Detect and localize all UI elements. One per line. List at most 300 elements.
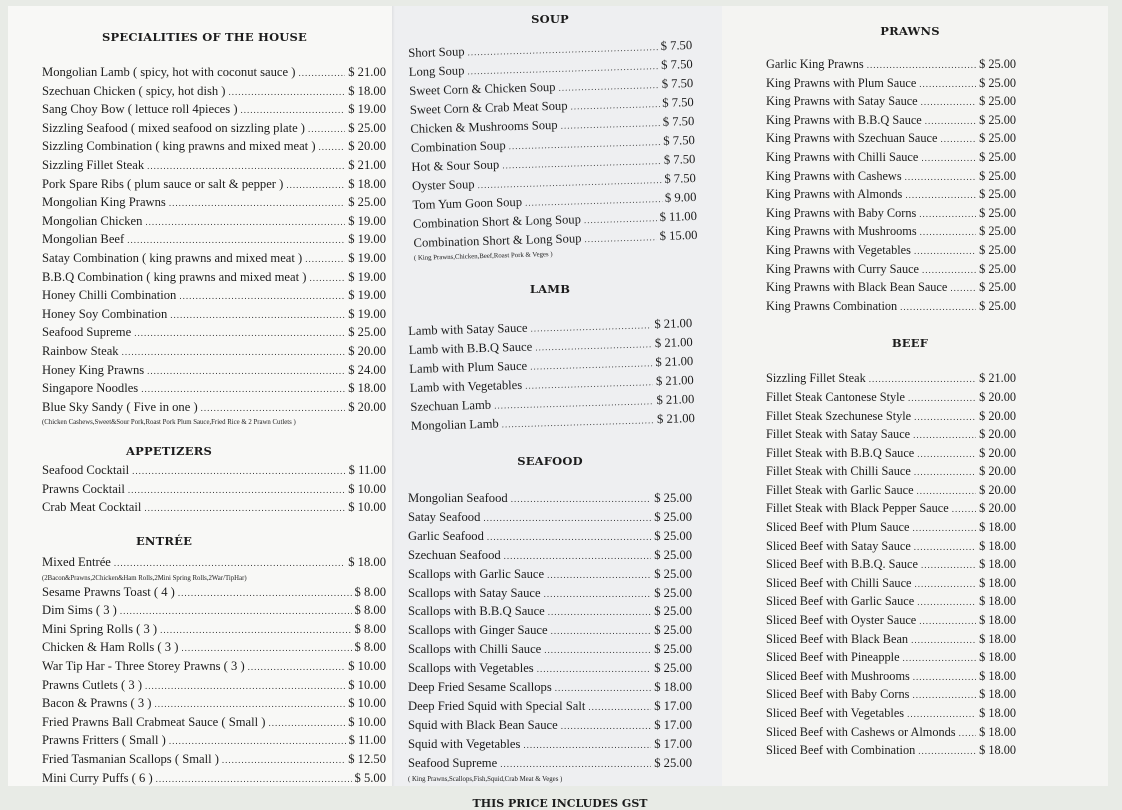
dot-leader: [147, 363, 345, 381]
item-price: $ 7.50: [663, 152, 696, 167]
dot-leader: [132, 463, 346, 481]
dot-leader: [905, 187, 976, 205]
item-name: Mongolian Chicken: [42, 213, 143, 228]
item-name: Lamb with Vegetables: [409, 377, 523, 395]
item-name: Scallops with B.B.Q Sauce: [408, 604, 545, 619]
beef-menu-item: [766, 519, 1016, 538]
prawns-menu-item: [766, 130, 1016, 149]
dot-leader: [169, 195, 345, 213]
dot-leader: [917, 483, 977, 501]
item-name: Lamb with Satay Sauce: [408, 320, 528, 338]
item-name: Sizzling Fillet Steak: [42, 157, 145, 172]
dot-leader: [914, 243, 976, 261]
section-title-prawns: PRAWNS: [880, 24, 940, 38]
item-name: King Prawns with Baby Corns: [766, 205, 917, 220]
dot-leader: [914, 539, 976, 557]
specialities-menu-item: [42, 324, 386, 343]
item-price: $ 18.00: [979, 743, 1016, 758]
item-name: Tom Yum Goon Soup: [412, 194, 523, 212]
beef-menu-item: [766, 370, 1016, 389]
dot-leader: [911, 632, 976, 650]
item-name: Mongolian Lamb: [410, 416, 499, 433]
dot-leader: [147, 158, 345, 176]
item-name: Seafood Supreme: [408, 755, 498, 770]
item-price: $ 17.00: [654, 736, 692, 751]
dot-leader: [269, 715, 346, 733]
dot-leader: [178, 585, 352, 603]
specialities-menu-item: [42, 120, 386, 139]
dot-leader: [523, 737, 651, 755]
section-title-soup: SOUP: [531, 12, 569, 26]
specialities-menu-item: [42, 83, 386, 102]
dot-leader: [950, 280, 976, 298]
item-price: $ 17.00: [654, 698, 692, 713]
seafood-menu-item: [408, 528, 692, 547]
item-price: $ 25.00: [979, 205, 1016, 220]
item-price: $ 25.00: [654, 623, 692, 638]
item-name: King Prawns with Mushrooms: [766, 224, 917, 239]
soup-block: [408, 36, 698, 264]
prawns-menu-item: [766, 93, 1016, 112]
dot-leader: [867, 57, 976, 75]
item-price: $ 20.00: [348, 139, 386, 154]
specialities-menu-item: [42, 269, 386, 288]
item-price: $ 20.00: [979, 501, 1016, 516]
menu-panel-right: [722, 6, 1108, 786]
item-price: $ 8.00: [354, 640, 386, 655]
item-price: $ 19.00: [348, 306, 386, 321]
dot-leader: [913, 669, 976, 687]
item-price: $ 21.00: [656, 411, 695, 427]
item-name: King Prawns with Curry Sauce: [766, 261, 920, 276]
item-name: Squid with Black Bean Sauce: [408, 717, 558, 732]
item-name: Sliced Beef with Mushrooms: [766, 668, 910, 683]
item-price: $ 11.00: [348, 463, 386, 478]
item-name: Honey Chilli Combination: [42, 288, 177, 303]
item-name: Crab Meat Cocktail: [42, 500, 142, 515]
item-name: Dim Sims ( 3 ): [42, 603, 117, 618]
specialities-menu-item: [42, 213, 386, 232]
item-price: $ 25.00: [654, 491, 692, 505]
beef-menu-item: [766, 668, 1016, 687]
item-name: Seafood Cocktail: [42, 463, 130, 478]
item-name: Sliced Beef with Pineapple: [766, 650, 900, 665]
item-price: $ 7.50: [662, 114, 695, 129]
entree-menu-item: [42, 658, 386, 677]
item-price: $ 7.50: [661, 57, 693, 72]
item-price: $ 25.00: [654, 661, 692, 676]
dot-leader: [114, 555, 345, 573]
item-name: Mongolian Seafood: [408, 491, 508, 505]
entree-menu-item: [42, 714, 386, 733]
item-price: $ 25.00: [979, 131, 1016, 146]
entree-menu-item: [42, 621, 386, 640]
item-name: King Prawns with Satay Sauce: [766, 94, 918, 109]
specialities-menu-item: [42, 287, 386, 306]
item-price: $ 7.50: [664, 171, 697, 186]
dot-leader: [544, 586, 652, 604]
item-name: Oyster Soup: [411, 177, 475, 193]
dot-leader: [912, 520, 976, 538]
prawns-menu-item: [766, 75, 1016, 94]
dot-leader: [141, 381, 345, 399]
entree-note: (2Bacon&Prawns,2Chicken&Ham Rolls,2Mini Spring Rolls,2War/TipHar): [42, 574, 247, 582]
item-price: $ 21.00: [979, 371, 1016, 386]
dot-leader: [319, 139, 346, 157]
beef-menu-item: [766, 482, 1016, 501]
section-title-seafood: SEAFOOD: [517, 454, 583, 468]
item-name: Sweet Corn & Crab Meat Soup: [409, 98, 568, 117]
item-price: $ 15.00: [659, 227, 698, 244]
item-price: $ 17.00: [654, 717, 692, 732]
item-price: $ 20.00: [979, 482, 1016, 497]
item-price: $ 18.00: [979, 538, 1016, 553]
item-name: Fillet Steak with Black Pepper Sauce: [766, 501, 949, 516]
entree-menu-item: [42, 751, 386, 770]
seafood-block: [408, 490, 692, 785]
section-title-lamb: LAMB: [529, 282, 571, 296]
item-price: $ 25.00: [979, 187, 1016, 202]
item-price: $ 25.00: [979, 94, 1016, 109]
dot-leader: [156, 771, 352, 789]
item-price: $ 25.00: [654, 566, 692, 581]
item-name: Garlic King Prawns: [766, 57, 864, 71]
item-price: $ 25.00: [654, 642, 692, 657]
specialities-menu-item: [42, 194, 386, 213]
item-name: Mini Spring Rolls ( 3 ): [42, 621, 158, 636]
item-name: Combination Short & Long Soup: [413, 231, 582, 250]
dot-leader: [920, 224, 976, 242]
item-name: Chicken & Mushrooms Soup: [410, 117, 558, 136]
beef-list: [766, 370, 1054, 760]
dot-leader: [907, 706, 976, 724]
item-name: Sliced Beef with Combination: [766, 743, 916, 758]
beef-menu-item: [766, 575, 1016, 594]
item-name: Sesame Prawns Toast ( 4 ): [42, 584, 175, 599]
item-price: $ 21.00: [654, 335, 693, 351]
item-price: $ 21.00: [656, 392, 695, 408]
item-price: $ 9.00: [664, 190, 697, 205]
item-price: $ 20.00: [348, 399, 386, 414]
item-price: $ 18.00: [348, 555, 386, 570]
specialities-menu-item: [42, 101, 386, 120]
seafood-menu-item: [408, 660, 692, 679]
seafood-menu-item: [408, 755, 692, 774]
item-price: $ 20.00: [979, 408, 1016, 423]
item-price: $ 10.00: [348, 696, 386, 711]
dot-leader: [903, 650, 977, 668]
entree-menu-item: [42, 639, 386, 658]
specialities-menu-item: [42, 231, 386, 250]
item-name: Sliced Beef with Black Bean: [766, 631, 909, 646]
item-price: $ 25.00: [979, 280, 1016, 295]
dot-leader: [248, 659, 346, 677]
item-name: Sizzling Combination ( king prawns and mixed meat ): [42, 139, 316, 154]
item-name: Sliced Beef with Plum Sauce: [766, 520, 910, 535]
item-price: $ 11.00: [348, 733, 386, 748]
entree-menu-item: [42, 602, 386, 621]
dot-leader: [914, 464, 976, 482]
beef-menu-item: [766, 500, 1016, 519]
item-name: Prawns Cocktail: [42, 481, 125, 496]
dot-leader: [925, 113, 976, 131]
dot-leader: [584, 228, 657, 248]
dot-leader: [917, 594, 976, 612]
item-price: $ 18.00: [654, 680, 692, 695]
item-price: $ 18.00: [979, 650, 1016, 665]
dot-leader: [298, 65, 345, 83]
prawns-menu-item: [766, 261, 1016, 280]
seafood-menu-item: [408, 641, 692, 660]
item-price: $ 25.00: [979, 242, 1016, 257]
dot-leader: [921, 557, 976, 575]
seafood-menu-item: [408, 679, 692, 698]
dot-leader: [537, 661, 652, 679]
section-title-beef: BEEF: [891, 336, 929, 351]
item-name: Combination Soup: [410, 138, 506, 155]
item-price: $ 19.00: [348, 250, 386, 265]
item-price: $ 19.00: [348, 288, 386, 303]
dot-leader: [551, 623, 652, 641]
item-name: Satay Seafood: [408, 509, 481, 524]
dot-leader: [922, 262, 976, 280]
item-name: Sliced Beef with Oyster Sauce: [766, 613, 917, 628]
item-price: $ 25.00: [654, 755, 692, 770]
item-price: $ 21.00: [348, 157, 386, 172]
dot-leader: [561, 718, 652, 736]
dot-leader: [145, 214, 345, 232]
prawns-menu-item: [766, 168, 1016, 187]
item-price: $ 18.00: [979, 557, 1016, 572]
item-name: Sliced Beef with Chilli Sauce: [766, 575, 912, 590]
dot-leader: [940, 131, 976, 149]
item-name: Short Soup: [408, 44, 465, 60]
dot-leader: [921, 94, 976, 112]
item-name: Sliced Beef with Baby Corns: [766, 687, 910, 702]
dot-leader: [918, 743, 976, 761]
seafood-list: [408, 490, 692, 774]
item-price: $ 25.00: [348, 120, 386, 135]
prawns-menu-item: [766, 279, 1016, 298]
item-price: $ 25.00: [979, 261, 1016, 276]
seafood-menu-item: [408, 585, 692, 604]
item-name: Pork Spare Ribs ( plum sauce or salt & pepper ): [42, 176, 284, 191]
item-price: $ 25.00: [654, 604, 692, 619]
item-price: $ 10.00: [348, 677, 386, 692]
item-price: $ 18.00: [979, 575, 1016, 590]
item-price: $ 25.00: [979, 112, 1016, 127]
item-name: Sizzling Seafood ( mixed seafood on sizzling plate ): [42, 120, 305, 135]
appetizers-menu-item: [42, 481, 386, 500]
item-name: Scallops with Ginger Sauce: [408, 623, 548, 638]
dot-leader: [915, 576, 977, 594]
item-name: Mongolian King Prawns: [42, 195, 166, 210]
item-name: Fillet Steak with B.B.Q Sauce: [766, 445, 915, 460]
item-price: $ 7.50: [662, 95, 694, 110]
section-title-appetizers: APPETIZERS: [126, 444, 212, 459]
seafood-menu-item: [408, 736, 692, 755]
item-name: Szechuan Seafood: [408, 547, 501, 562]
dot-leader: [908, 390, 976, 408]
item-price: $ 25.00: [979, 149, 1016, 164]
item-name: Lamb with Plum Sauce: [409, 358, 528, 376]
entree-menu-item: [42, 732, 386, 751]
item-price: $ 20.00: [979, 389, 1016, 404]
dot-leader: [144, 500, 345, 518]
dot-leader: [917, 446, 976, 464]
item-price: $ 20.00: [979, 445, 1016, 460]
item-name: Squid with Vegetables: [408, 736, 521, 751]
specialities-menu-item: [42, 176, 386, 195]
menu-panel-left: [8, 6, 392, 786]
prawns-menu-item: [766, 223, 1016, 242]
beef-menu-item: [766, 426, 1016, 445]
dot-leader: [145, 678, 345, 696]
item-name: Scallops with Satay Sauce: [408, 585, 541, 600]
item-price: $ 21.00: [655, 373, 694, 389]
item-name: Deep Fried Sesame Scallops: [408, 680, 552, 695]
item-name: Sliced Beef with Satay Sauce: [766, 538, 911, 553]
entree-menu-item: [42, 677, 386, 696]
dot-leader: [919, 613, 976, 631]
prawns-menu-item: [766, 242, 1016, 261]
item-name: Sliced Beef with Vegetables: [766, 706, 905, 720]
item-price: $ 21.00: [655, 354, 694, 370]
dot-leader: [122, 344, 346, 362]
item-name: King Prawns with Vegetables: [766, 242, 911, 257]
beef-menu-item: [766, 724, 1016, 743]
dot-leader: [959, 725, 977, 743]
beef-menu-item: [766, 705, 1016, 724]
prawns-menu-item: [766, 186, 1016, 205]
prawns-menu-item: [766, 298, 1016, 317]
item-name: Prawns Fritters ( Small ): [42, 733, 166, 748]
item-name: Fillet Steak with Satay Sauce: [766, 427, 911, 442]
entree-menu-item: [42, 770, 386, 789]
item-name: Sliced Beef with B.B.Q. Sauce: [766, 557, 918, 572]
dot-leader: [919, 76, 976, 94]
soup-note: ( King Prawns,Chicken,Beef,Roast Pork & Veges ): [413, 251, 553, 262]
dot-leader: [500, 756, 651, 774]
seafood-menu-item: [408, 566, 692, 585]
item-name: Garlic Seafood: [408, 528, 484, 543]
item-name: Fillet Steak with Chilli Sauce: [766, 464, 911, 479]
item-price: $ 8.00: [354, 621, 386, 636]
dot-leader: [181, 640, 351, 658]
dot-leader: [179, 288, 345, 306]
item-price: $ 18.00: [979, 631, 1016, 646]
dot-leader: [919, 206, 976, 224]
section-title-specialities: SPECIALITIES OF THE HOUSE: [102, 30, 308, 44]
item-price: $ 7.50: [660, 38, 693, 53]
seafood-menu-item: [408, 698, 692, 717]
item-name: King Prawns with Plum Sauce: [766, 75, 917, 90]
dot-leader: [134, 325, 345, 343]
item-name: Chicken & Ham Rolls ( 3 ): [42, 640, 179, 655]
dot-leader: [588, 699, 651, 717]
dot-leader: [584, 209, 657, 229]
gst-notice: THIS PRICE INCLUDES GST: [472, 796, 648, 810]
dot-leader: [913, 427, 976, 445]
item-name: Szechuan Chicken ( spicy, hot dish ): [42, 83, 226, 98]
item-name: King Prawns with Almonds: [766, 187, 903, 202]
item-name: Blue Sky Sandy ( Five in one ): [42, 399, 198, 414]
item-price: $ 8.00: [354, 603, 386, 618]
dot-leader: [201, 400, 346, 418]
item-price: $ 18.00: [979, 668, 1016, 683]
dot-leader: [511, 491, 652, 509]
item-name: Mini Curry Puffs ( 6 ): [42, 770, 153, 785]
prawns-menu-item: [766, 205, 1016, 224]
item-price: $ 25.00: [979, 57, 1016, 71]
item-name: King Prawns with B.B.Q Sauce: [766, 112, 922, 127]
item-price: $ 19.00: [348, 232, 386, 247]
seafood-menu-item: [408, 622, 692, 641]
seafood-menu-item: [408, 547, 692, 566]
item-price: $ 10.00: [348, 659, 386, 674]
item-name: Prawns Cutlets ( 3 ): [42, 677, 143, 692]
fold-shadow: [392, 6, 395, 786]
item-price: $ 25.00: [348, 195, 386, 210]
item-price: $ 20.00: [979, 427, 1016, 442]
dot-leader: [952, 501, 976, 519]
entree-menu-item: [42, 554, 386, 573]
item-price: $ 10.00: [348, 481, 386, 496]
specialities-menu-item: [42, 399, 386, 418]
item-name: Scallops with Chilli Sauce: [408, 642, 542, 657]
item-name: Seafood Supreme: [42, 325, 132, 340]
appetizers-list: [42, 462, 386, 518]
item-price: $ 5.00: [354, 770, 386, 785]
appetizers-menu-item: [42, 499, 386, 518]
item-name: Fillet Steak with Garlic Sauce: [766, 482, 914, 497]
dot-leader: [558, 76, 659, 97]
dot-leader: [921, 150, 976, 168]
item-name: Fried Prawns Ball Crabmeat Sauce ( Small ): [42, 714, 266, 729]
item-price: $ 18.00: [348, 381, 386, 396]
dot-leader: [914, 409, 976, 427]
prawns-menu-item: [766, 112, 1016, 131]
specialities-menu-item: [42, 157, 386, 176]
dot-leader: [560, 114, 660, 135]
item-name: Honey King Prawns: [42, 362, 145, 377]
seafood-note: ( King Prawns,Scallops,Fish,Squid,Crab Meat & Veges ): [408, 775, 563, 783]
beef-menu-item: [766, 538, 1016, 557]
item-name: Fillet Steak Szechunese Style: [766, 408, 912, 423]
dot-leader: [900, 299, 976, 317]
specialities-menu-item: [42, 380, 386, 399]
item-price: $ 25.00: [654, 528, 692, 543]
beef-menu-item: [766, 742, 1016, 761]
item-price: $ 18.00: [979, 687, 1016, 702]
item-price: $ 25.00: [979, 224, 1016, 239]
dot-leader: [305, 251, 345, 269]
item-name: Sliced Beef with Garlic Sauce: [766, 594, 915, 609]
dot-leader: [169, 733, 346, 751]
dot-leader: [229, 84, 346, 102]
item-name: King Prawns with Szechuan Sauce: [766, 131, 938, 146]
item-price: $ 21.00: [654, 316, 693, 332]
seafood-menu-item: [408, 490, 692, 509]
item-name: Mixed Entrée: [42, 555, 111, 570]
appetizers-menu-item: [42, 462, 386, 481]
item-price: $ 25.00: [654, 585, 692, 600]
specialities-menu-item: [42, 250, 386, 269]
dot-leader: [547, 567, 651, 585]
specialities-note: (Chicken Cashews,Sweet&Sour Pork,Roast Pork Plum Sauce,Fried Rice & 2 Prawn Cutlets ): [42, 419, 296, 427]
dot-leader: [241, 102, 346, 120]
item-price: $ 25.00: [348, 325, 386, 340]
